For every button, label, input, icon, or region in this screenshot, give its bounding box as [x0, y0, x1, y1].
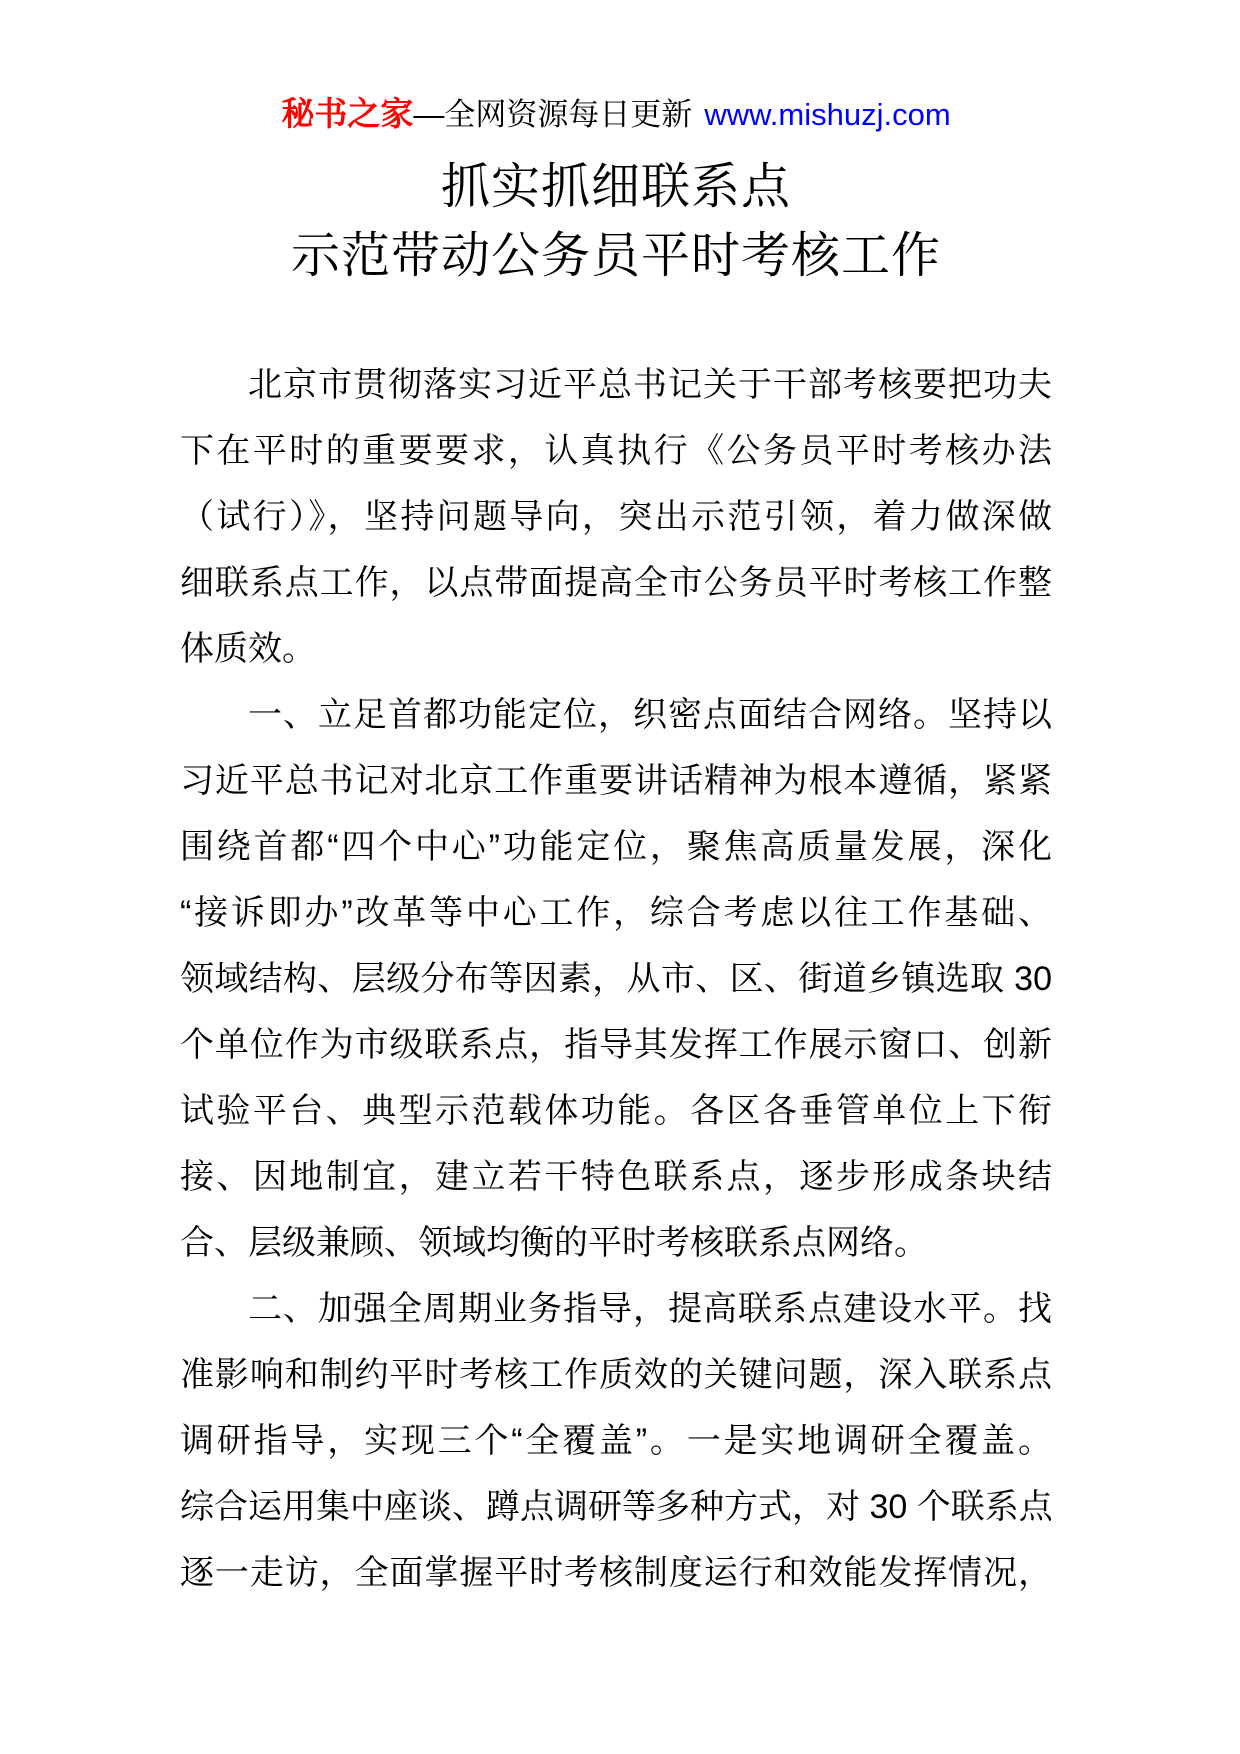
- body-line: 调研指导，实现三个“全覆盖”。一是实地调研全覆盖。: [180, 1422, 1052, 1460]
- header-url[interactable]: www.mishuzj.com: [704, 97, 951, 132]
- body-line: 综合运用集中座谈、蹲点调研等多种方式，对 30 个联系点: [180, 1488, 1053, 1526]
- body-line: 北京市贯彻落实习近平总书记关于干部考核要把功夫: [248, 366, 1052, 404]
- title-line-1: 抓实抓细联系点: [440, 160, 791, 214]
- header-tagline: 全网资源每日更新: [444, 97, 693, 132]
- body-line: 准影响和制约平时考核工作质效的关键问题，深入联系点: [180, 1356, 1052, 1394]
- body-line: 细联系点工作，以点带面提高全市公务员平时考核工作整: [180, 564, 1052, 602]
- body-line: 试验平台、典型示范载体功能。各区各垂管单位上下衔: [180, 1092, 1052, 1130]
- body-line: 体质效。: [180, 630, 316, 668]
- body-line: （试行）》，坚持问题导向，突出示范引领，着力做深做: [180, 498, 1052, 536]
- body-line: 习近平总书记对北京工作重要讲话精神为根本遵循，紧紧: [180, 762, 1052, 800]
- page-header: [180, 92, 1052, 136]
- body-line: 二、加强全周期业务指导，提高联系点建设水平。找: [248, 1290, 1052, 1328]
- body-line: 围绕首都“四个中心”功能定位，聚焦高质量发展，深化: [180, 828, 1052, 866]
- body-line: “接诉即办”改革等中心工作，综合考虑以往工作基础、: [180, 894, 1052, 932]
- body-line: 逐一走访，全面掌握平时考核制度运行和效能发挥情况，: [180, 1554, 1052, 1592]
- body-line: 领域结构、层级分布等因素，从市、区、街道乡镇选取 30: [180, 960, 1052, 998]
- document-title: [180, 153, 1052, 291]
- text-column: [180, 0, 1052, 1606]
- body-line: 下在平时的重要要求，认真执行《公务员平时考核办法: [180, 432, 1052, 470]
- site-name: 秘书之家: [281, 95, 414, 132]
- body-line: 接、因地制宜，建立若干特色联系点，逐步形成条块结: [180, 1158, 1052, 1196]
- body-line: 个单位作为市级联系点，指导其发挥工作展示窗口、创新: [180, 1026, 1052, 1064]
- header-dash: —: [413, 97, 445, 132]
- body-line: 一、立足首都功能定位，织密点面结合网络。坚持以: [248, 696, 1052, 734]
- document-body: [180, 352, 1052, 1606]
- title-line-2: 示范带动公务员平时考核工作: [290, 229, 941, 283]
- body-line: 合、层级兼顾、领域均衡的平时考核联系点网络。: [180, 1224, 928, 1262]
